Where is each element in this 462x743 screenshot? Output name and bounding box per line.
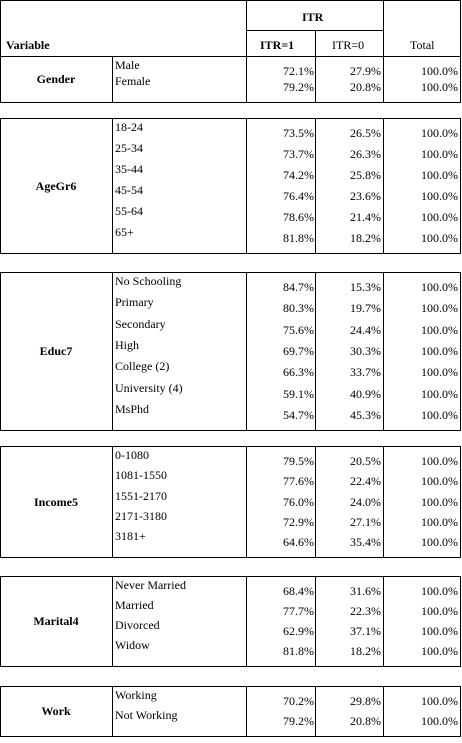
total-value: 100.0%	[421, 147, 458, 161]
total-value: 100.0%	[421, 344, 458, 358]
section-itr1-divider	[246, 56, 247, 103]
section-total-divider	[383, 272, 384, 431]
itr1-value: 81.8%	[283, 644, 314, 658]
section-sublabel-divider	[112, 686, 113, 737]
row-label: Primary	[115, 295, 154, 310]
itr1-value: 62.9%	[283, 624, 314, 638]
itr1-value: 76.4%	[283, 189, 314, 203]
section-top-border	[0, 576, 461, 577]
row-label: Working	[115, 688, 157, 702]
itr0-value: 24.0%	[350, 494, 381, 509]
section-itr1-divider	[246, 446, 247, 558]
section-name: Marital4	[33, 614, 79, 628]
section-top-border	[0, 118, 461, 119]
itr1-value: 77.6%	[283, 474, 314, 489]
section-name: Educ7	[39, 344, 73, 358]
total-value: 100.0%	[421, 694, 458, 708]
itr-group-header: ITR	[302, 10, 324, 24]
section-top-border	[0, 56, 461, 57]
itr0-value: 20.5%	[350, 454, 381, 468]
row-label: 65+	[115, 225, 134, 239]
header-top-border	[0, 0, 461, 1]
total-value: 100.0%	[421, 474, 458, 489]
row-label: High	[115, 338, 139, 352]
row-label: Married	[115, 598, 154, 612]
itr0-value: 40.9%	[350, 386, 381, 401]
itr1-value: 76.0%	[283, 494, 314, 509]
itr0-value: 26.3%	[350, 147, 381, 161]
row-label: College (2)	[115, 359, 170, 374]
itr1-value: 81.8%	[283, 231, 314, 245]
row-label: Male	[115, 58, 140, 72]
itr1-value: 77.7%	[283, 604, 314, 618]
itr0-value: 26.5%	[350, 126, 381, 140]
row-label: Not Working	[115, 708, 178, 722]
itr0-value: 25.8%	[350, 168, 381, 182]
row-label: No Schooling	[115, 274, 182, 288]
section-total-divider	[383, 56, 384, 103]
itr1-column-header: ITR=1	[260, 38, 295, 52]
section-sublabel-divider	[112, 446, 113, 558]
section-itr1-divider	[246, 686, 247, 737]
section-itr0-divider	[315, 576, 316, 667]
section-bottom-border	[0, 736, 461, 737]
total-value: 100.0%	[421, 301, 458, 316]
itr0-value: 29.8%	[350, 694, 381, 708]
itr1-value: 79.5%	[283, 454, 314, 468]
itr1-value: 59.1%	[283, 386, 314, 401]
total-value: 100.0%	[421, 714, 458, 728]
itr0-value: 19.7%	[350, 301, 381, 316]
row-label: Secondary	[115, 316, 166, 331]
section-sublabel-divider	[112, 272, 113, 431]
itr1-value: 72.1%	[283, 64, 314, 78]
itr1-value: 78.6%	[283, 210, 314, 224]
itr0-value: 22.4%	[350, 474, 381, 489]
row-label: 0-1080	[115, 448, 149, 462]
section-sublabel-divider	[112, 576, 113, 667]
total-value: 100.0%	[421, 494, 458, 509]
section-bottom-border	[0, 557, 461, 558]
row-label: 25-34	[115, 141, 143, 155]
itr1-value: 79.2%	[283, 80, 314, 94]
itr1-value: 69.7%	[283, 344, 314, 358]
itr0-value: 20.8%	[350, 714, 381, 728]
itr1-value: 66.3%	[283, 365, 314, 380]
itr1-value: 84.7%	[283, 280, 314, 294]
row-label: 3181+	[115, 529, 146, 543]
total-value: 100.0%	[421, 535, 458, 549]
row-label: 35-44	[115, 162, 143, 176]
header-right-border	[460, 0, 461, 56]
itr0-value: 30.3%	[350, 344, 381, 358]
section-itr1-divider	[246, 576, 247, 667]
itr1-value: 79.2%	[283, 714, 314, 728]
total-value: 100.0%	[421, 408, 458, 422]
total-value: 100.0%	[421, 514, 458, 529]
itr1-value: 75.6%	[283, 322, 314, 337]
row-label: Never Married	[115, 578, 186, 592]
section-itr1-divider	[246, 118, 247, 254]
row-label: Widow	[115, 638, 150, 652]
total-value: 100.0%	[421, 454, 458, 468]
total-value: 100.0%	[421, 322, 458, 337]
itr1-value: 74.2%	[283, 168, 314, 182]
itr1-value: 64.6%	[283, 535, 314, 549]
section-right-border	[460, 118, 461, 254]
itr1-value: 72.9%	[283, 514, 314, 529]
row-label: MsPhd	[115, 402, 150, 416]
section-bottom-border	[0, 253, 461, 254]
itr1-value: 73.7%	[283, 147, 314, 161]
row-label: 1551-2170	[115, 488, 167, 503]
total-value: 100.0%	[421, 386, 458, 401]
itr0-value: 35.4%	[350, 535, 381, 549]
header-itr-divider	[315, 30, 316, 56]
itr1-value: 68.4%	[283, 584, 314, 598]
itr0-value: 24.4%	[350, 322, 381, 337]
itr0-value: 37.1%	[350, 624, 381, 638]
section-right-border	[460, 56, 461, 103]
total-value: 100.0%	[421, 604, 458, 618]
section-right-border	[460, 272, 461, 431]
total-value: 100.0%	[421, 365, 458, 380]
itr0-column-header: ITR=0	[332, 38, 365, 52]
total-value: 100.0%	[421, 231, 458, 245]
total-value: 100.0%	[421, 80, 458, 94]
itr1-value: 54.7%	[283, 408, 314, 422]
variable-header: Variable	[6, 38, 50, 52]
itr1-value: 80.3%	[283, 301, 314, 316]
section-total-divider	[383, 446, 384, 558]
row-label: Female	[115, 74, 151, 88]
section-itr1-divider	[246, 272, 247, 431]
section-total-divider	[383, 686, 384, 737]
itr0-value: 18.2%	[350, 644, 381, 658]
itr0-value: 23.6%	[350, 189, 381, 203]
section-right-border	[460, 446, 461, 558]
section-total-divider	[383, 576, 384, 667]
section-name: Work	[41, 704, 71, 718]
total-value: 100.0%	[421, 126, 458, 140]
total-value: 100.0%	[421, 280, 458, 294]
itr0-value: 20.8%	[350, 80, 381, 94]
row-label: 18-24	[115, 120, 143, 134]
section-top-border	[0, 446, 461, 447]
itr0-value: 33.7%	[350, 365, 381, 380]
header-itr-right-border	[383, 0, 384, 56]
section-bottom-border	[0, 102, 461, 103]
itr1-value: 73.5%	[283, 126, 314, 140]
total-value: 100.0%	[421, 644, 458, 658]
total-column-header: Total	[410, 38, 435, 52]
total-value: 100.0%	[421, 624, 458, 638]
section-itr0-divider	[315, 272, 316, 431]
section-total-divider	[383, 118, 384, 254]
section-bottom-border	[0, 430, 461, 431]
section-name: Income5	[34, 494, 78, 509]
itr1-value: 70.2%	[283, 694, 314, 708]
itr0-value: 27.1%	[350, 514, 381, 529]
itr0-value: 21.4%	[350, 210, 381, 224]
itr0-value: 27.9%	[350, 64, 381, 78]
section-bottom-border	[0, 666, 461, 667]
header-left-border	[0, 0, 1, 56]
section-itr0-divider	[315, 56, 316, 103]
itr0-value: 45.3%	[350, 408, 381, 422]
section-right-border	[460, 686, 461, 737]
section-sublabel-divider	[112, 118, 113, 254]
total-value: 100.0%	[421, 584, 458, 598]
row-label: Divorced	[115, 618, 160, 632]
section-itr0-divider	[315, 686, 316, 737]
section-sublabel-divider	[112, 56, 113, 103]
row-label: University (4)	[115, 380, 183, 395]
total-value: 100.0%	[421, 210, 458, 224]
section-itr0-divider	[315, 118, 316, 254]
total-value: 100.0%	[421, 189, 458, 203]
row-label: 55-64	[115, 204, 143, 218]
itr0-value: 22.3%	[350, 604, 381, 618]
total-value: 100.0%	[421, 168, 458, 182]
section-itr0-divider	[315, 446, 316, 558]
total-value: 100.0%	[421, 64, 458, 78]
header-itr-left-border	[246, 0, 247, 56]
itr0-value: 15.3%	[350, 280, 381, 294]
section-right-border	[460, 576, 461, 667]
section-name: AgeGr6	[35, 178, 77, 193]
section-name: Gender	[36, 72, 76, 86]
itr0-value: 18.2%	[350, 231, 381, 245]
row-label: 1081-1550	[115, 468, 167, 483]
row-label: 2171-3180	[115, 508, 167, 523]
section-top-border	[0, 272, 461, 273]
itr0-value: 31.6%	[350, 584, 381, 598]
row-label: 45-54	[115, 183, 143, 197]
section-top-border	[0, 686, 461, 687]
